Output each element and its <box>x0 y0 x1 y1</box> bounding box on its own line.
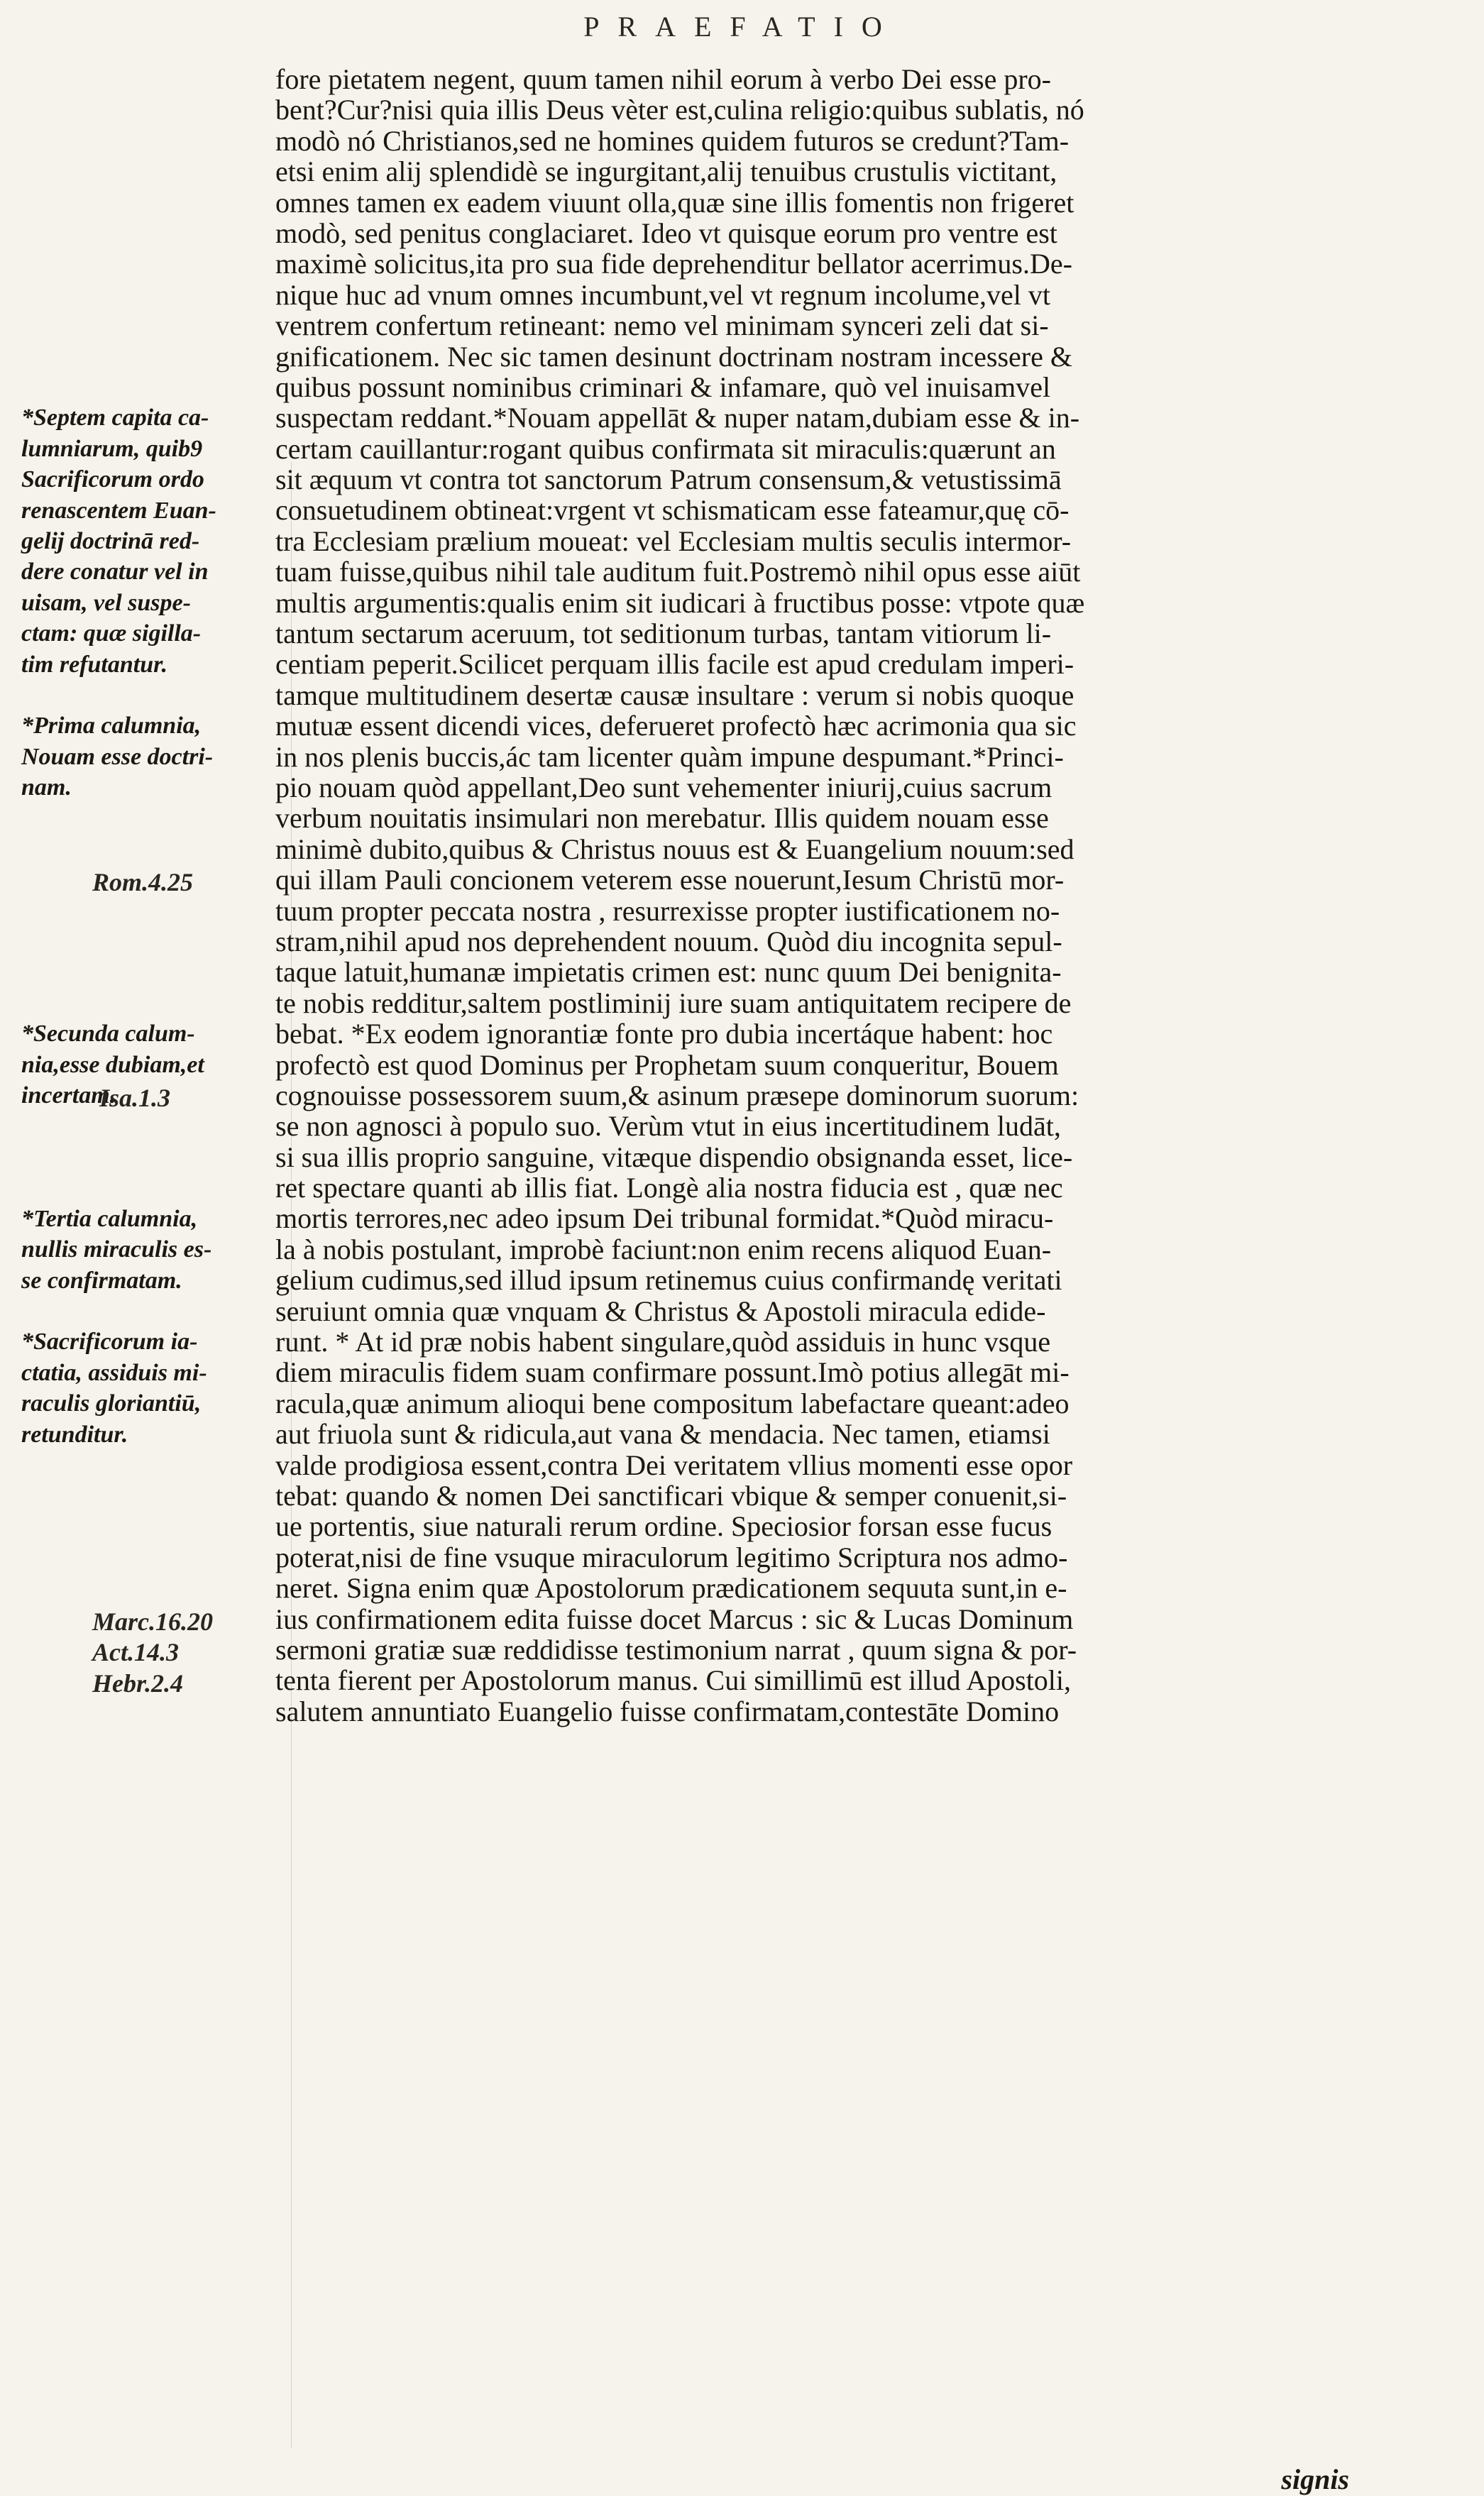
margin-note-line: *Prima calumnia, <box>21 713 202 740</box>
running-header: PRAEFATIO <box>583 11 901 43</box>
margin-note-line: *Septem capita ca- <box>21 405 209 431</box>
margin-note-line: nullis miraculis es- <box>21 1236 212 1263</box>
text-line: omnes tamen ex eadem viuunt olla,quæ sine illis fomentis non frigeret <box>275 186 1074 219</box>
margin-note-line: *Tertia calumnia, <box>21 1205 198 1232</box>
text-line: tuam fuisse,quibus nihil tale auditum fuit.Postremò nihil opus esse aiūt <box>275 556 1081 588</box>
text-line: la à nobis postulant, improbè faciunt:non enim recens aliquod Euan- <box>275 1233 1052 1265</box>
text-line: quibus possunt nominibus criminari & infamare, quò vel inuisamvel <box>275 370 1051 403</box>
margin-note-line: raculis gloriantiū, <box>21 1390 202 1417</box>
text-line: ue portentis, siue naturali rerum ordine. Speciosior forsan esse fucus <box>275 1510 1052 1543</box>
text-line: aut friuola sunt & ridicula,aut vana & mendacia. Nec tamen, etiamsi <box>275 1418 1050 1451</box>
text-line: tra Ecclesiam prælium moueat: vel Ecclesiam multis seculis intermor- <box>275 524 1072 557</box>
text-line: suspectam reddant.*Nouam appellāt & nuper natam,dubiam esse & in- <box>275 402 1080 434</box>
margin-note-line: ctatia, assiduis mi- <box>21 1359 207 1386</box>
text-line: seruiunt omnia quæ vnquam & Christus & Apostoli miracula edide- <box>275 1294 1046 1327</box>
margin-note <box>21 1204 211 1296</box>
text-line: gnificationem. Nec sic tamen desinunt doctrinam nostram incessere & <box>275 340 1072 373</box>
text-line: se non agnosci à populo suo. Verùm vtut in eius incertitudinem ludāt, <box>275 1110 1061 1143</box>
text-line: nique huc ad vnum omnes incumbunt,vel vt regnum incolume,vel vt <box>275 278 1051 311</box>
margin-note <box>21 1326 207 1450</box>
margin-note-line: uisam, vel suspe- <box>21 589 191 616</box>
text-line: modò nó Christianos,sed ne homines quidem futuros se credunt?Tam- <box>275 124 1070 157</box>
text-line: multis argumentis:qualis enim sit iudicari à fructibus posse: vtpote quæ <box>275 586 1085 619</box>
text-line: sit æquum vt contra tot sanctorum Patrum consensum,& vetustissimā <box>275 463 1062 496</box>
text-line: tantum sectarum aceruum, tot seditionum turbas, tantam vitiorum li- <box>275 617 1052 650</box>
text-line: si sua illis proprio sanguine, vitæque dispendio obsignanda esset, lice- <box>275 1140 1073 1173</box>
margin-note <box>21 710 213 803</box>
text-line: mortis terrores,nec adeo ipsum Dei tribunal formidat.*Quòd miracu- <box>275 1202 1054 1235</box>
scripture-reference: Isa.1.3 <box>99 1084 171 1113</box>
margin-note-line: nia,esse dubiam,et <box>21 1051 204 1078</box>
text-line: ius confirmationem edita fuisse docet Marcus : sic & Lucas Dominum <box>275 1602 1074 1635</box>
text-line: poterat,nisi de fine vsuque miraculorum legitimo Scriptura nos admo- <box>275 1541 1068 1573</box>
margin-note-line: lumniarum, quib9 <box>21 435 203 462</box>
text-line: sermoni gratiæ suæ reddidisse testimonium narrat , quum signa & por- <box>275 1633 1077 1666</box>
margin-note-line: *Sacrificorum ia- <box>21 1329 198 1356</box>
text-line: stram,nihil apud nos deprehendent nouum. Quòd diu incognita sepul- <box>275 925 1062 957</box>
scripture-reference: Hebr.2.4 <box>92 1668 184 1698</box>
text-line: minimè dubito,quibus & Christus nouus est & Euangelium nouum:sed <box>275 832 1074 865</box>
margin-note-line: gelij doctrinā red- <box>21 527 200 554</box>
margin-note-line: dere conatur vel in <box>21 559 209 585</box>
margin-note-line: *Secunda calum- <box>21 1021 195 1048</box>
scripture-reference: Marc.16.20 <box>92 1607 213 1636</box>
margin-note-line: incertam. <box>21 1082 116 1109</box>
text-line: fore pietatem negent, quum tamen nihil eorum à verbo Dei esse pro- <box>275 63 1051 95</box>
text-line: certam cauillantur:rogant quibus confirmata sit miraculis:quærunt an <box>275 432 1056 465</box>
text-line: consuetudinem obtineat:vrgent vt schismaticam esse fateamur,quę cō- <box>275 494 1070 527</box>
body-text-column <box>275 64 1354 1727</box>
text-line: runt. * At id præ nobis habent singulare,quòd assiduis in hunc vsque <box>275 1326 1051 1358</box>
text-line: tamque multitudinem desertæ causæ insultare : verum si nobis quoque <box>275 678 1074 711</box>
text-line: gelium cudimus,sed illud ipsum retinemus cuius confirmandę veritati <box>275 1264 1062 1297</box>
text-line: verbum nouitatis insimulari non merebatur. Illis quidem nouam esse <box>275 802 1049 835</box>
text-line: etsi enim alij splendidè se ingurgitant,alij tenuibus crustulis victitant, <box>275 155 1057 188</box>
margin-note-line: renascentem Euan- <box>21 497 216 524</box>
margin-note-line: ctam: quæ sigilla- <box>21 620 202 647</box>
margin-note-line: tim refutantur. <box>21 651 167 678</box>
scripture-reference: Act.14.3 <box>92 1638 179 1667</box>
text-line: bent?Cur?nisi quia illis Deus vèter est,culina religio:quibus sublatis, nó <box>275 94 1084 126</box>
text-line: mutuæ essent dicendi vices, deferueret profectò hæc acrimonia qua sic <box>275 710 1077 742</box>
text-line: in nos plenis buccis,ác tam licenter quàm impune despumant.*Princi- <box>275 740 1064 773</box>
text-line: bebat. *Ex eodem ignorantiæ fonte pro dubia incertáque habent: hoc <box>275 1018 1053 1050</box>
text-line: qui illam Pauli concionem veterem esse nouerunt,Iesum Christū mor- <box>275 864 1065 896</box>
text-line: cognouisse possessorem suum,& asinum præsepe dominorum suorum: <box>275 1079 1079 1111</box>
margin-note <box>21 402 216 680</box>
text-line: modò, sed penitus conglaciaret. Ideo vt quisque eorum pro ventre est <box>275 216 1057 249</box>
margin-note-line: retunditur. <box>21 1421 128 1448</box>
margin-note-line: se confirmatam. <box>21 1267 182 1294</box>
text-line: neret. Signa enim quæ Apostolorum prædicationem sequuta sunt,in e- <box>275 1572 1067 1605</box>
margin-note-line: Nouam esse doctri- <box>21 743 214 770</box>
text-line: maximè solicitus,ita pro sua fide deprehenditur bellator acerrimus.De- <box>275 248 1072 280</box>
text-line: ret spectare quanti ab illis fiat. Longè alia nostra fiducia est , quæ nec <box>275 1172 1063 1204</box>
text-line: profectò est quod Dominus per Prophetam suum conqueritur, Bouem <box>275 1048 1059 1081</box>
margin-note-line: Sacrificorum ordo <box>21 466 204 493</box>
catchword: signis <box>1281 2463 1349 2495</box>
text-line: te nobis redditur,saltem postliminij iure suam antiquitatem recipere de <box>275 986 1072 1019</box>
text-line: centiam peperit.Scilicet perquam illis facile est apud credulam imperi- <box>275 648 1074 681</box>
text-line: ventrem confertum retineant: nemo vel minimam synceri zeli dat si- <box>275 309 1049 342</box>
margin-note-line: nam. <box>21 774 72 801</box>
text-line: diem miraculis fidem suam confirmare possunt.Imò potius allegāt mi- <box>275 1356 1070 1389</box>
text-line: taque latuit,humanæ impietatis crimen est: nunc quum Dei benignita- <box>275 956 1062 989</box>
text-line: tuum propter peccata nostra , resurrexisse propter iustificationem no- <box>275 894 1060 927</box>
margin-notes-column <box>0 0 305 2490</box>
text-line: salutem annuntiato Euangelio fuisse confirmatam,contestāte Domino <box>275 1695 1060 1727</box>
text-line: tenta fierent per Apostolorum manus. Cui simillimū est illud Apostoli, <box>275 1664 1072 1697</box>
text-line: racula,quæ animum alioqui bene compositum labefactare queant:adeo <box>275 1387 1070 1419</box>
text-line: pio nouam quòd appellant,Deo sunt vehementer iniurij,cuius sacrum <box>275 771 1052 803</box>
text-line: valde prodigiosa essent,contra Dei veritatem vllius momenti esse opor <box>275 1448 1073 1481</box>
scripture-reference: Rom.4.25 <box>92 868 194 897</box>
text-line: tebat: quando & nomen Dei sanctificari vbique & semper conuenit,si- <box>275 1479 1067 1512</box>
